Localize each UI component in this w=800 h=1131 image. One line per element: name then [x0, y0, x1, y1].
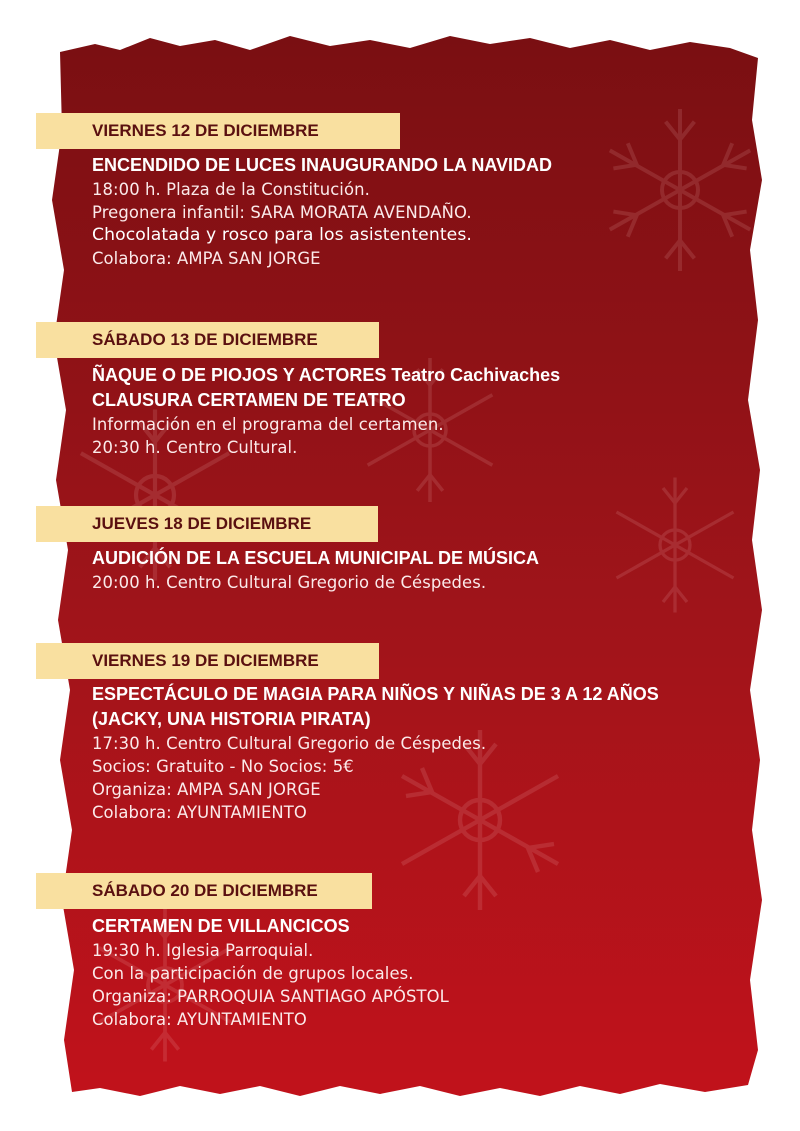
event-detail: 20:30 h. Centro Cultural.	[92, 438, 298, 457]
event-detail: Colabora: AYUNTAMIENTO	[92, 1010, 307, 1029]
event-detail: 20:00 h. Centro Cultural Gregorio de Céspedes.	[92, 573, 487, 592]
event-detail: Colabora: AMPA SAN JORGE	[92, 249, 321, 268]
event-title: ESPECTÁCULO DE MAGIA PARA NIÑOS Y NIÑAS DE 3 A 12 AÑOS	[92, 684, 659, 704]
event-detail: 19:30 h. Iglesia Parroquial.	[92, 941, 314, 960]
event-detail: Organiza: PARROQUIA SANTIAGO APÓSTOL	[92, 987, 449, 1006]
event-detail: Socios: Gratuito - No Socios: 5€	[92, 757, 354, 776]
event-title: ÑAQUE O DE PIOJOS Y ACTORES Teatro Cachivaches	[92, 365, 561, 385]
event-date-banner: SÁBADO 20 DE DICIEMBRE	[36, 873, 372, 909]
event-block	[92, 682, 659, 824]
event-detail: Chocolatada y rosco para los asistententes.	[92, 225, 472, 245]
event-title: CERTAMEN DE VILLANCICOS	[92, 916, 350, 936]
event-date-banner: JUEVES 18 DE DICIEMBRE	[36, 506, 378, 542]
event-date-banner: VIERNES 12 DE DICIEMBRE	[36, 113, 400, 149]
event-title: (JACKY, UNA HISTORIA PIRATA)	[92, 709, 371, 729]
event-detail: Colabora: AYUNTAMIENTO	[92, 803, 307, 822]
event-date-banner: SÁBADO 13 DE DICIEMBRE	[36, 322, 379, 358]
event-detail: 17:30 h. Centro Cultural Gregorio de Céspedes.	[92, 734, 487, 753]
snowflake-icon	[590, 100, 770, 280]
event-block	[92, 546, 539, 594]
snowflake-icon	[600, 470, 750, 620]
event-block	[92, 153, 552, 270]
event-detail: Con la participación de grupos locales.	[92, 964, 414, 983]
event-block	[92, 914, 449, 1031]
event-detail: Información en el programa del certamen.	[92, 415, 444, 434]
event-title: AUDICIÓN DE LA ESCUELA MUNICIPAL DE MÚSICA	[92, 548, 540, 568]
event-detail: Pregonera infantil: SARA MORATA AVENDAÑO.	[92, 203, 472, 222]
event-date-banner: VIERNES 19 DE DICIEMBRE	[36, 643, 379, 679]
event-title: ENCENDIDO DE LUCES INAUGURANDO LA NAVIDAD	[92, 155, 553, 175]
event-block	[92, 363, 560, 459]
event-title: CLAUSURA CERTAMEN DE TEATRO	[92, 390, 406, 410]
event-detail: Organiza: AMPA SAN JORGE	[92, 780, 321, 799]
event-detail: 18:00 h. Plaza de la Constitución.	[92, 180, 370, 199]
